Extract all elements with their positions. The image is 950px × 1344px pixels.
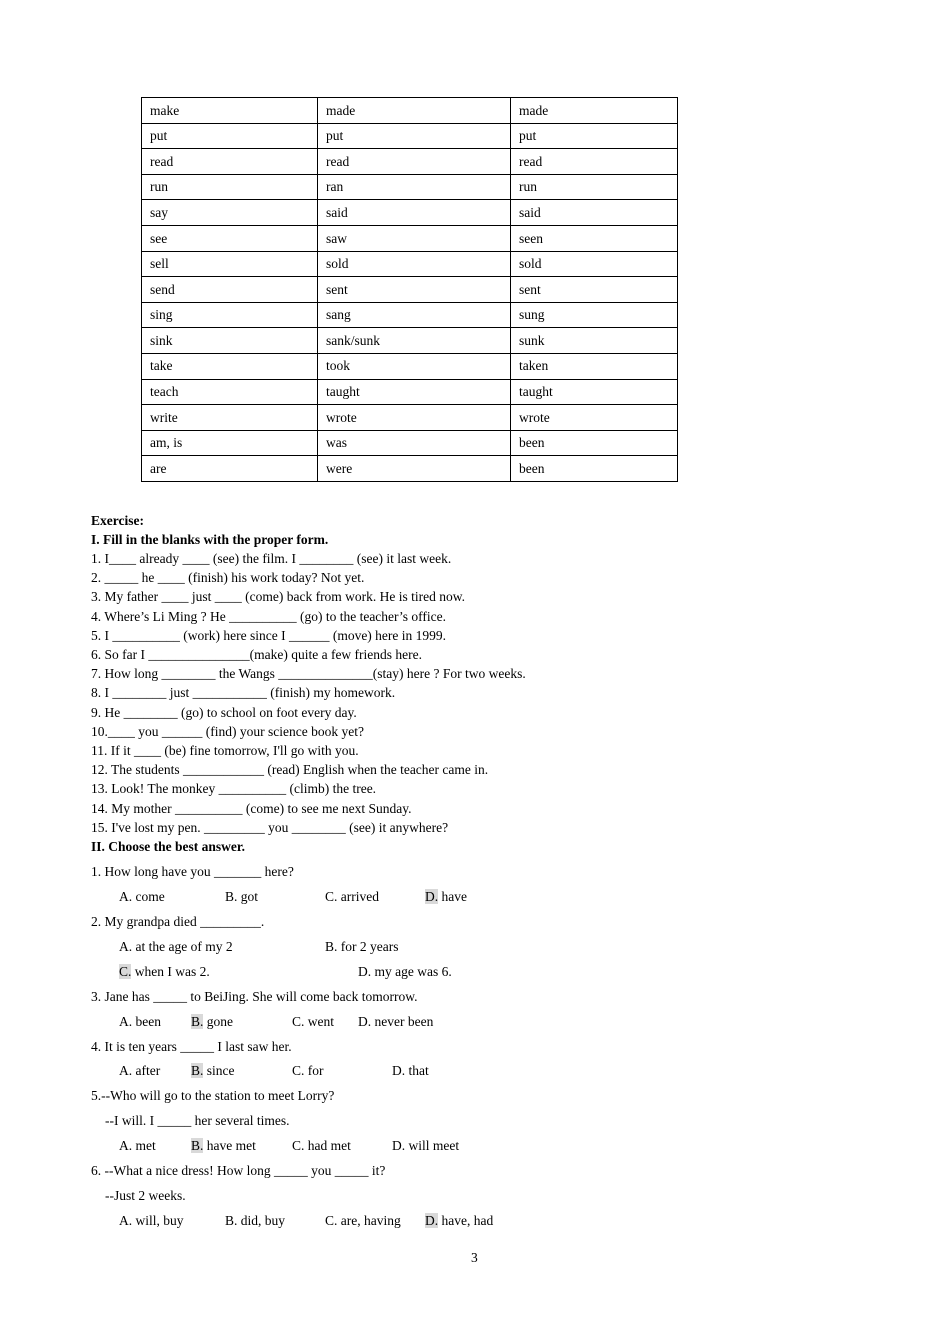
verb-past-participle: seen	[511, 225, 678, 251]
table-row	[142, 174, 678, 200]
q2-option-b: B. for 2 years	[325, 939, 399, 954]
verb-past-participle: said	[511, 200, 678, 226]
verb-past-participle: put	[511, 123, 678, 149]
verb-base-form: sell	[142, 251, 318, 277]
q5-option-d: D. will meet	[392, 1138, 460, 1153]
fill-in-item: 14. My mother __________ (come) to see me next Sunday.	[91, 800, 412, 816]
verb-past-tense: sank/sunk	[318, 328, 511, 354]
verb-past-participle: wrote	[511, 405, 678, 431]
verb-past-participle: taken	[511, 353, 678, 379]
page-number: 3	[471, 1250, 478, 1265]
table-row	[142, 277, 678, 303]
table-row	[142, 225, 678, 251]
table-row	[142, 353, 678, 379]
verb-past-tense: saw	[318, 225, 511, 251]
verb-past-tense: wrote	[318, 405, 511, 431]
verb-base-form: read	[142, 149, 318, 175]
q1-option-b: B. got	[225, 889, 259, 904]
verb-past-tense: took	[318, 353, 511, 379]
verb-past-tense: were	[318, 456, 511, 482]
verb-past-tense: read	[318, 149, 511, 175]
answer-highlight: B.	[191, 1138, 204, 1153]
verb-past-tense: made	[318, 98, 511, 124]
q1-option-a: A. come	[119, 889, 165, 904]
q4-option-c: C. for	[292, 1063, 324, 1078]
q3-option-d: D. never been	[358, 1014, 434, 1029]
verb-base-form: send	[142, 277, 318, 303]
q2-option-d: D. my age was 6.	[358, 964, 452, 979]
q6-option-b: B. did, buy	[225, 1213, 286, 1228]
table-row	[142, 200, 678, 226]
q1-option-d: D. have	[425, 889, 467, 904]
answer-highlight: D.	[425, 889, 439, 904]
table-row	[142, 149, 678, 175]
verb-base-form: sink	[142, 328, 318, 354]
verb-past-participle: sunk	[511, 328, 678, 354]
part1-title: I. Fill in the blanks with the proper form.	[91, 532, 329, 547]
question-2: 2. My grandpa died _________.	[91, 914, 265, 929]
irregular-verb-table	[141, 97, 678, 482]
verb-base-form: teach	[142, 379, 318, 405]
q5-option-c: C. had met	[292, 1138, 351, 1153]
question-5-reply: --I will. I _____ her several times.	[105, 1113, 290, 1128]
q4-option-b: B. since	[191, 1063, 235, 1078]
verb-past-tense: put	[318, 123, 511, 149]
verb-base-form: am, is	[142, 430, 318, 456]
verb-past-tense: sold	[318, 251, 511, 277]
question-6-reply: --Just 2 weeks.	[105, 1188, 186, 1203]
exercise-heading: Exercise:	[91, 513, 144, 528]
verb-base-form: put	[142, 123, 318, 149]
q5-option-a: A. met	[119, 1138, 156, 1153]
answer-highlight: B.	[191, 1063, 204, 1078]
fill-in-item: 13. Look! The monkey __________ (climb) the tree.	[91, 781, 377, 797]
fill-in-item: 11. If it ____ (be) fine tomorrow, I'll go with you.	[91, 743, 359, 758]
fill-in-item: 6. So far I _______________(make) quite a few friends here.	[91, 647, 423, 662]
verb-past-participle: been	[511, 430, 678, 456]
verb-past-tense: sent	[318, 277, 511, 303]
q2-option-a: A. at the age of my 2	[119, 939, 233, 954]
fill-in-item: 5. I __________ (work) here since I ______ (move) here in 1999.	[91, 627, 447, 643]
question-5: 5.--Who will go to the station to meet Lorry?	[91, 1088, 335, 1103]
q4-option-a: A. after	[119, 1063, 161, 1078]
verb-past-participle: taught	[511, 379, 678, 405]
verb-past-participle: sung	[511, 302, 678, 328]
q6-option-d: D. have, had	[425, 1213, 494, 1228]
table-row	[142, 123, 678, 149]
fill-in-item: 15. I've lost my pen. _________ you ________ (see) it anywhere?	[91, 819, 449, 835]
fill-in-item: 9. He ________ (go) to school on foot every day.	[91, 704, 357, 720]
verb-base-form: write	[142, 405, 318, 431]
fill-in-item: 4. Where’s Li Ming ? He __________ (go) to the teacher’s office.	[91, 608, 447, 624]
answer-highlight: C.	[119, 964, 132, 979]
verb-base-form: say	[142, 200, 318, 226]
verb-base-form: make	[142, 98, 318, 124]
verb-past-participle: made	[511, 98, 678, 124]
fill-in-item: 8. I ________ just ___________ (finish) my homework.	[91, 685, 396, 701]
question-4: 4. It is ten years _____ I last saw her.	[91, 1039, 292, 1054]
verb-base-form: take	[142, 353, 318, 379]
question-1: 1. How long have you _______ here?	[91, 864, 294, 879]
verb-past-participle: sent	[511, 277, 678, 303]
q2-option-c: C. when I was 2.	[119, 964, 210, 979]
table-row	[142, 251, 678, 277]
question-3: 3. Jane has _____ to BeiJing. She will come back tomorrow.	[91, 989, 418, 1004]
fill-in-item: 12. The students ____________ (read) English when the teacher came in.	[91, 762, 489, 778]
answer-highlight: B.	[191, 1014, 204, 1029]
fill-in-item: 3. My father ____ just ____ (come) back from work. He is tired now.	[91, 589, 466, 605]
question-6: 6. --What a nice dress! How long _____ you _____ it?	[91, 1163, 386, 1178]
fill-in-item: 10.____ you ______ (find) your science book yet?	[91, 723, 364, 739]
q3-option-a: A. been	[119, 1014, 161, 1029]
fill-in-item: 7. How long ________ the Wangs ______________(stay) here ? For two weeks.	[91, 666, 526, 682]
q3-option-b: B. gone	[191, 1014, 234, 1029]
table-row	[142, 405, 678, 431]
q3-option-c: C. went	[292, 1014, 334, 1029]
verb-base-form: sing	[142, 302, 318, 328]
table-row	[142, 98, 678, 124]
verb-past-participle: run	[511, 174, 678, 200]
answer-highlight: D.	[425, 1213, 439, 1228]
part2-title: II. Choose the best answer.	[91, 839, 246, 854]
fill-in-item: 2. _____ he ____ (finish) his work today? Not yet.	[91, 570, 365, 586]
verb-past-tense: taught	[318, 379, 511, 405]
verb-past-participle: been	[511, 456, 678, 482]
verb-past-tense: said	[318, 200, 511, 226]
table-row	[142, 430, 678, 456]
table-row	[142, 302, 678, 328]
q6-option-a: A. will, buy	[119, 1213, 184, 1228]
q4-option-d: D. that	[392, 1063, 429, 1078]
verb-past-participle: read	[511, 149, 678, 175]
q1-option-c: C. arrived	[325, 889, 379, 904]
verb-past-participle: sold	[511, 251, 678, 277]
verb-base-form: run	[142, 174, 318, 200]
verb-base-form: see	[142, 225, 318, 251]
table-row	[142, 379, 678, 405]
verb-past-tense: ran	[318, 174, 511, 200]
q5-option-b: B. have met	[191, 1138, 256, 1153]
q6-option-c: C. are, having	[325, 1213, 401, 1228]
table-row	[142, 456, 678, 482]
verb-past-tense: sang	[318, 302, 511, 328]
verb-past-tense: was	[318, 430, 511, 456]
verb-base-form: are	[142, 456, 318, 482]
fill-in-item: 1. I____ already ____ (see) the film. I ________ (see) it last week.	[91, 551, 452, 566]
table-row	[142, 328, 678, 354]
